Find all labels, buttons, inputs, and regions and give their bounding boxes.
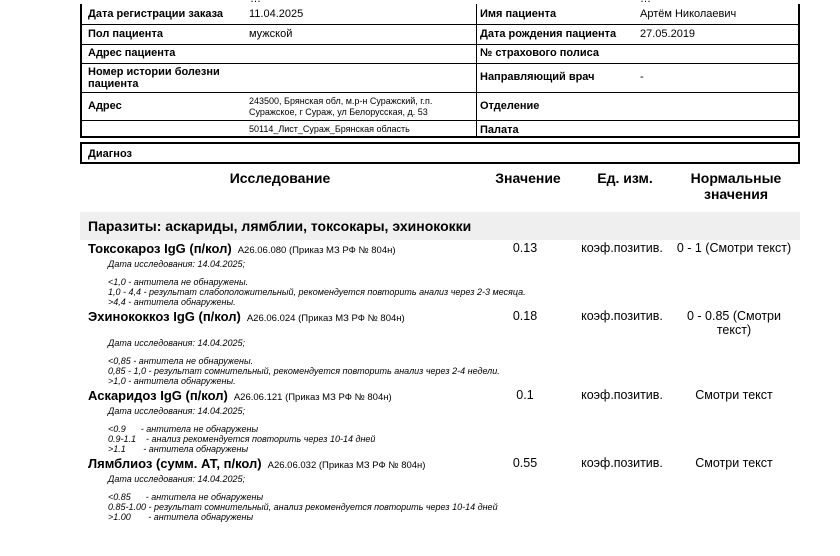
test-value: 0.55 [512, 456, 538, 470]
sex-label: Пол пациента [88, 28, 163, 40]
test-date: Дата исследования: 14.04.2025; [108, 406, 246, 416]
sheet-value: 50114_Лист_Сураж_Брянская область [249, 124, 410, 134]
header-normal-line2: значения [704, 186, 768, 202]
diagnosis-label: Диагноз [88, 148, 132, 160]
birth-date-value: 27.05.2019 [640, 28, 696, 40]
test-note: 0.9-1.1 - анализ рекомендуется повторить через 10-14 дней [108, 434, 376, 444]
sex-value: мужской [249, 28, 293, 40]
test-unit: коэф.позитив. [581, 241, 663, 255]
test-normal: 0 - 1 (Смотри текст) [676, 241, 792, 255]
test-code: A26.06.121 (Приказ МЗ РФ № 804н) [233, 392, 392, 403]
test-note: >1.1 - антитела обнаружены [108, 444, 249, 454]
test-title: Аскаридоз IgG (п/кол) [88, 388, 228, 403]
test-code: A26.06.032 (Приказ МЗ РФ № 804н) [267, 460, 426, 471]
section-title: Паразиты: аскариды, лямблии, токсокары, эхинококки [88, 218, 472, 234]
test-value: 0.1 [516, 388, 534, 402]
test-date: Дата исследования: 14.04.2025; [108, 338, 246, 348]
test-code: A26.06.080 (Приказ МЗ РФ № 804н) [237, 245, 396, 256]
test-name [88, 241, 396, 256]
test-note: 0,85 - 1,0 - результат сомнительный, рекомендуется повторить анализ через 2-4 недели. [108, 366, 500, 376]
reg-date-value: 11.04.2025 [249, 8, 304, 20]
test-note: <0.85 - антитела не обнаружены [108, 492, 264, 502]
birth-date-label: Дата рождения пациента [480, 28, 617, 40]
patient-name-label: Имя пациента [480, 8, 557, 20]
address-label: Адрес пациента [88, 47, 176, 59]
patient-name-value: Артём Николаевич [640, 8, 737, 20]
doctor-label: Направляющий врач [480, 71, 595, 83]
doctor-value: - [640, 71, 644, 83]
test-normal: Смотри текст [695, 456, 773, 470]
row-divider [82, 92, 798, 93]
header-unit: Ед. изм. [597, 170, 653, 186]
addr-line2: Суражское, г Сураж, ул Белорусская, д. 53 [249, 107, 428, 117]
test-note: >4,4 - антитела обнаружены. [108, 297, 236, 307]
test-value: 0.13 [512, 241, 538, 255]
test-name [88, 456, 425, 471]
row-divider [82, 63, 798, 64]
test-note: <0.9 - антитела не обнаружены [108, 424, 259, 434]
row-divider [82, 24, 798, 25]
header-normal-line1: Нормальные [690, 170, 782, 186]
test-date: Дата исследования: 14.04.2025; [108, 474, 246, 484]
test-value: 0.18 [512, 309, 538, 323]
department-label: Отделение [480, 100, 540, 112]
diagnosis-box [80, 142, 800, 164]
patient-info-block [80, 4, 800, 138]
section-parasites [80, 212, 800, 240]
test-note: 1,0 - 4,4 - результат слабоположительный, рекомендуется повторить анализ через 2-3 месяца. [108, 287, 526, 297]
test-note: >1.00 - антитела обнаружены [108, 512, 254, 522]
test-note: 0.85-1.00 - результат сомнительный, анализ рекомендуется повторить через 10-14 дней [108, 502, 498, 512]
test-normal: Смотри текст [695, 388, 773, 402]
policy-label: № страхового полиса [480, 47, 599, 59]
test-unit: коэф.позитив. [581, 456, 663, 470]
test-name [88, 388, 392, 403]
test-normal-line2: текст) [716, 323, 752, 337]
column-divider [476, 4, 477, 136]
test-note: <0,85 - антитела не обнаружены. [108, 356, 254, 366]
test-name [88, 309, 405, 324]
test-code: A26.06.024 (Приказ МЗ РФ № 804н) [246, 313, 405, 324]
test-note: <1,0 - антитела не обнаружены. [108, 277, 249, 287]
test-unit: коэф.позитив. [581, 309, 663, 323]
row-divider [82, 120, 798, 121]
header-value: Значение [495, 170, 561, 186]
reg-date-label: Дата регистрации заказа [88, 8, 224, 20]
history-label-line2: пациента [88, 78, 139, 90]
test-date: Дата исследования: 14.04.2025; [108, 259, 246, 269]
test-title: Токсокароз IgG (п/кол) [88, 241, 232, 256]
addr-line1: 243500, Брянская обл, м.р-н Суражский, г.п. [249, 96, 433, 106]
test-note: >1,0 - антитела обнаружены. [108, 376, 236, 386]
test-title: Лямблиоз (сумм. АТ, п/кол) [88, 456, 262, 471]
addr-label: Адрес [88, 100, 122, 112]
ward-label: Палата [480, 124, 519, 136]
header-study: Исследование [229, 170, 331, 186]
history-label-line1: Номер истории болезни [88, 66, 220, 78]
test-unit: коэф.позитив. [581, 388, 663, 402]
row-divider [82, 44, 798, 45]
test-normal-line1: 0 - 0.85 (Смотри [687, 309, 781, 323]
test-title: Эхинококкоз IgG (п/кол) [88, 309, 241, 324]
